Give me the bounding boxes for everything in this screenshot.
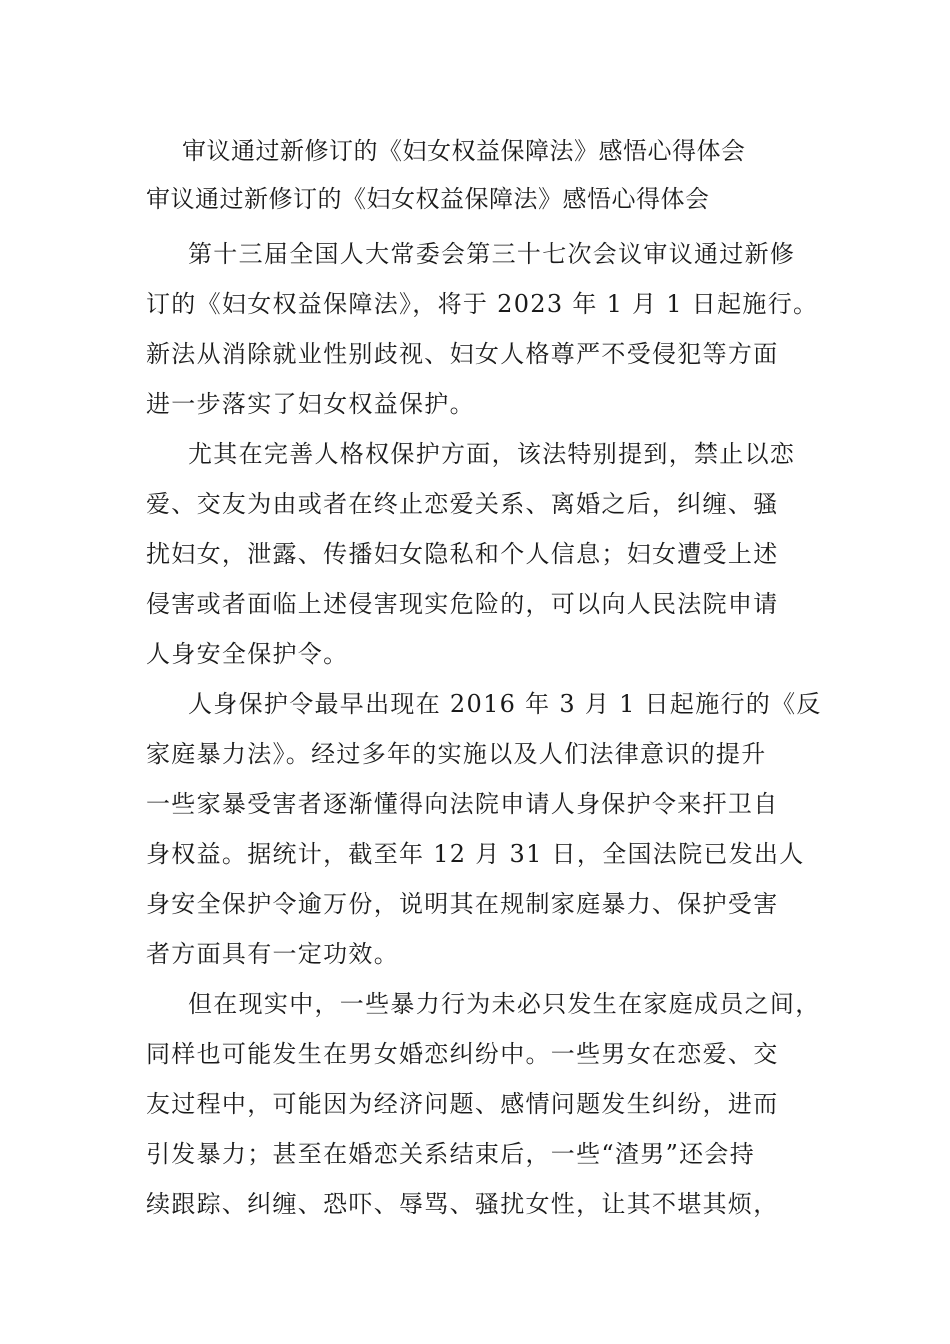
paragraph-line: 友过程中，可能因为经济问题、感情问题发生纠纷，进而 [146, 1090, 779, 1118]
paragraph-line: 扰妇女，泄露、传播妇女隐私和个人信息；妇女遭受上述 [146, 540, 779, 568]
paragraph-line: 尤其在完善人格权保护方面，该法特别提到，禁止以恋 [188, 440, 796, 468]
paragraph-line: 爱、交友为由或者在终止恋爱关系、离婚之后，纠缠、骚 [146, 490, 779, 518]
document-subtitle: 审议通过新修订的《妇女权益保障法》感悟心得体会 [146, 185, 710, 213]
paragraph-line: 同样也可能发生在男女婚恋纠纷中。一些男女在恋爱、交 [146, 1040, 779, 1068]
paragraph-line: 但在现实中，一些暴力行为未必只发生在家庭成员之间， [188, 990, 821, 1018]
paragraph-line: 第十三届全国人大常委会第三十七次会议审议通过新修 [188, 240, 796, 268]
paragraph-line: 引发暴力；甚至在婚恋关系结束后，一些“渣男”还会持 [146, 1140, 756, 1168]
paragraph-line: 人身保护令最早出现在 2016 年 3 月 1 日起施行的《反 [188, 690, 822, 718]
paragraph-line: 新法从消除就业性别歧视、妇女人格尊严不受侵犯等方面 [146, 340, 779, 368]
paragraph-line: 一些家暴受害者逐渐懂得向法院申请人身保护令来扞卫自 [146, 790, 779, 818]
paragraph-line: 续跟踪、纠缠、恐吓、辱骂、骚扰女性，让其不堪其烦， [146, 1190, 779, 1218]
paragraph-line: 进一步落实了妇女权益保护。 [146, 390, 475, 418]
paragraph-1 [146, 229, 836, 429]
paragraph-4 [146, 979, 836, 1229]
paragraph-line: 订的《妇女权益保障法》，将于 2023 年 1 月 1 日起施行。 [146, 290, 819, 318]
document-title: 审议通过新修订的《妇女权益保障法》感悟心得体会 [182, 137, 746, 165]
paragraph-line: 侵害或者面临上述侵害现实危险的，可以向人民法院申请 [146, 590, 779, 618]
paragraph-line: 人身安全保护令。 [146, 640, 349, 668]
paragraph-2 [146, 429, 836, 679]
paragraph-line: 家庭暴力法》。经过多年的实施以及人们法律意识的提升 [146, 740, 767, 768]
paragraph-line: 身权益。据统计，截至年 12 月 31 日，全国法院已发出人 [146, 840, 805, 868]
paragraph-line: 者方面具有一定功效。 [146, 940, 399, 968]
paragraph-line: 身安全保护令逾万份，说明其在规制家庭暴力、保护受害 [146, 890, 779, 918]
paragraph-3 [146, 679, 836, 979]
document-body [146, 229, 836, 1229]
